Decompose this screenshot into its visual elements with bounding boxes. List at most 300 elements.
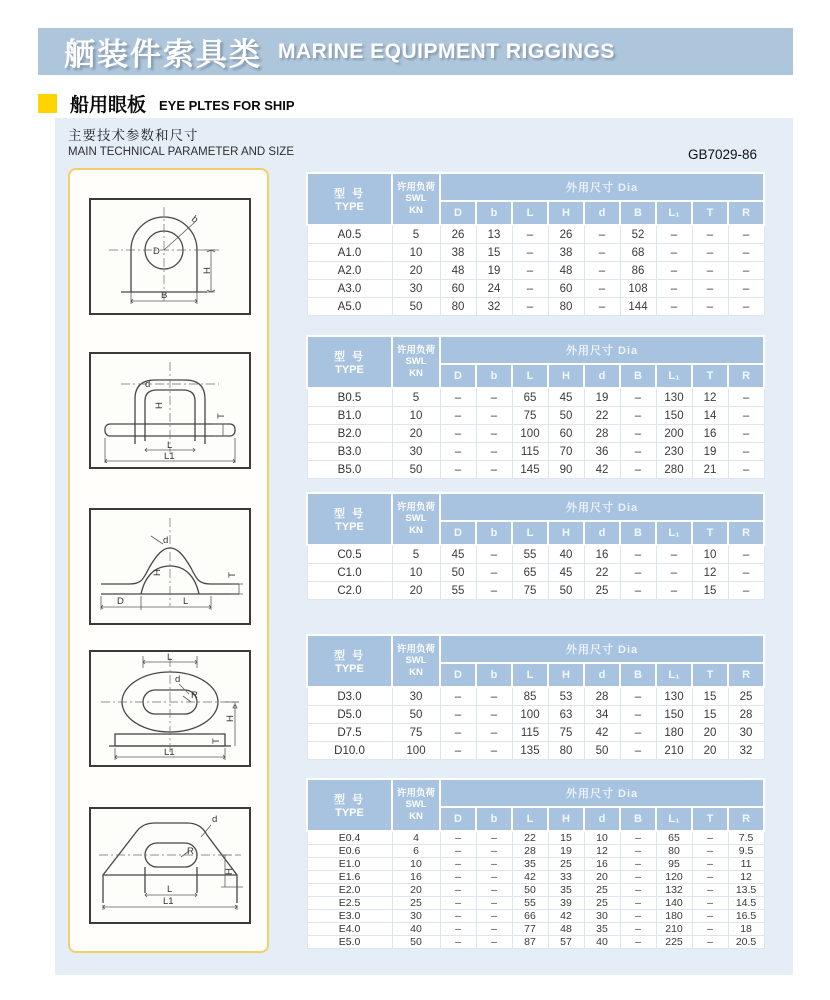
cell-dim: – — [476, 407, 512, 425]
cell-dim: 18 — [728, 923, 764, 936]
cell-dim: 75 — [512, 582, 548, 600]
cell-swl: 20 — [392, 262, 440, 280]
type-e-eye-plate-icon — [91, 809, 249, 922]
col-header-swl-zh: 许用负荷 — [396, 182, 435, 194]
dimension-label: B — [161, 290, 168, 301]
cell-dim: 210 — [656, 742, 692, 760]
table-row — [307, 582, 764, 600]
type-a-eye-plate-icon — [91, 200, 249, 313]
cell-dim: 22 — [512, 831, 548, 845]
cell-type: A2.0 — [307, 262, 392, 280]
spec-table — [306, 335, 765, 479]
cell-swl: 10 — [392, 858, 440, 871]
table-row — [307, 724, 764, 742]
cell-dim: – — [440, 425, 476, 443]
col-header-l: L — [512, 201, 548, 225]
cell-dim: 52 — [620, 225, 656, 244]
cell-dim: 39 — [548, 897, 584, 910]
cell-type: B0.5 — [307, 388, 392, 407]
cell-swl: 30 — [392, 687, 440, 706]
table-row — [307, 461, 764, 479]
cell-dim: – — [476, 897, 512, 910]
cell-type: A0.5 — [307, 225, 392, 244]
col-header-l1: L₁ — [656, 364, 692, 388]
cell-dim: 42 — [512, 871, 548, 884]
cell-dim: – — [476, 831, 512, 845]
cell-type: A5.0 — [307, 298, 392, 316]
cell-dim: – — [692, 897, 728, 910]
col-header-r: R — [728, 807, 764, 831]
cell-dim: 14.5 — [728, 897, 764, 910]
cell-dim: 16 — [584, 858, 620, 871]
dimension-label: d — [175, 674, 181, 685]
cell-dim: – — [476, 871, 512, 884]
cell-dim: 280 — [656, 461, 692, 479]
cell-type: B1.0 — [307, 407, 392, 425]
table-row — [307, 884, 764, 897]
spec-table-block-d — [306, 634, 763, 760]
dimension-label: H — [202, 267, 213, 274]
col-header-swl — [392, 336, 440, 388]
cell-swl: 10 — [392, 564, 440, 582]
col-header-t: T — [692, 364, 728, 388]
cell-dim: – — [620, 831, 656, 845]
cell-dim: – — [620, 582, 656, 600]
cell-dim: 13 — [476, 225, 512, 244]
col-header-d-lower: d — [584, 364, 620, 388]
cell-dim: 132 — [656, 884, 692, 897]
cell-dim: 13.5 — [728, 884, 764, 897]
cell-dim: – — [692, 923, 728, 936]
cell-dim: – — [620, 858, 656, 871]
cell-dim: – — [440, 884, 476, 897]
cell-dim: 57 — [548, 936, 584, 949]
cell-swl: 4 — [392, 831, 440, 845]
col-header-type-zh: 型 号 — [333, 188, 366, 200]
cell-dim: 48 — [440, 262, 476, 280]
cell-dim: 35 — [584, 923, 620, 936]
type-c-drawing-frame — [89, 508, 251, 625]
cell-dim: 77 — [512, 923, 548, 936]
cell-dim: 75 — [512, 407, 548, 425]
cell-dim: – — [692, 262, 728, 280]
dimension-label: D — [117, 596, 124, 607]
cell-dim: – — [692, 871, 728, 884]
col-header-b-upper: B — [620, 201, 656, 225]
dimension-label: L1 — [164, 451, 175, 462]
cell-dim: – — [440, 897, 476, 910]
cell-dim: 12 — [728, 871, 764, 884]
cell-dim: – — [476, 461, 512, 479]
col-header-b-lower: b — [476, 663, 512, 687]
cell-dim: – — [584, 280, 620, 298]
cell-dim: 200 — [656, 425, 692, 443]
col-header-swl-unit: KN — [409, 810, 423, 822]
col-header-swl-en: SWL — [405, 356, 427, 368]
type-a-drawing-frame — [89, 198, 251, 315]
spec-table-block-b — [306, 335, 763, 479]
cell-dim: 230 — [656, 443, 692, 461]
col-header-dimensions-group: 外用尺寸 Dia — [440, 635, 764, 663]
cell-dim: – — [620, 910, 656, 923]
cell-dim: 35 — [512, 858, 548, 871]
cell-dim: 90 — [548, 461, 584, 479]
cell-dim: – — [620, 724, 656, 742]
cell-dim: – — [476, 564, 512, 582]
cell-dim: – — [476, 425, 512, 443]
col-header-d-lower: d — [584, 807, 620, 831]
cell-dim: – — [656, 244, 692, 262]
col-header-d-lower: d — [584, 201, 620, 225]
cell-dim: – — [692, 225, 728, 244]
col-header-d-upper: D — [440, 364, 476, 388]
col-header-l1: L₁ — [656, 807, 692, 831]
cell-dim: – — [620, 871, 656, 884]
col-header-swl-zh: 许用负荷 — [396, 644, 435, 656]
cell-dim: 32 — [476, 298, 512, 316]
cell-type: C2.0 — [307, 582, 392, 600]
cell-type: D3.0 — [307, 687, 392, 706]
cell-dim: 16 — [692, 425, 728, 443]
cell-dim: 225 — [656, 936, 692, 949]
cell-dim: – — [440, 687, 476, 706]
cell-type: B3.0 — [307, 443, 392, 461]
cell-dim: 150 — [656, 706, 692, 724]
cell-type: D7.5 — [307, 724, 392, 742]
cell-dim: 28 — [512, 845, 548, 858]
cell-dim: 20 — [692, 742, 728, 760]
cell-dim: 210 — [656, 923, 692, 936]
section-title-zh: 船用眼板 — [70, 95, 147, 116]
spec-table-block-c — [306, 492, 763, 600]
col-header-t: T — [692, 201, 728, 225]
col-header-t: T — [692, 521, 728, 545]
section-heading — [38, 90, 295, 117]
col-header-type — [307, 779, 392, 831]
cell-dim: – — [440, 923, 476, 936]
col-header-r: R — [728, 663, 764, 687]
cell-dim: – — [692, 280, 728, 298]
dimension-label: d — [212, 814, 218, 825]
col-header-b-lower: b — [476, 201, 512, 225]
dimension-label: D — [153, 246, 160, 257]
cell-dim: 115 — [512, 724, 548, 742]
col-header-type-en: TYPE — [335, 807, 364, 819]
col-header-d-upper: D — [440, 663, 476, 687]
cell-dim: – — [620, 706, 656, 724]
cell-dim: 50 — [512, 884, 548, 897]
cell-dim: 80 — [548, 298, 584, 316]
cell-dim: 12 — [692, 388, 728, 407]
cell-dim: 45 — [548, 564, 584, 582]
cell-dim: 80 — [548, 742, 584, 760]
cell-swl: 50 — [392, 461, 440, 479]
cell-dim: – — [440, 910, 476, 923]
cell-dim: – — [692, 910, 728, 923]
cell-type: A3.0 — [307, 280, 392, 298]
dimension-label: L1 — [163, 896, 174, 907]
cell-dim: 85 — [512, 687, 548, 706]
cell-dim: – — [620, 388, 656, 407]
table-row — [307, 936, 764, 949]
cell-dim: 40 — [548, 545, 584, 564]
cell-swl: 5 — [392, 545, 440, 564]
cell-dim: – — [728, 280, 764, 298]
col-header-type — [307, 336, 392, 388]
col-header-type — [307, 173, 392, 225]
spec-table — [306, 778, 765, 949]
cell-dim: 180 — [656, 724, 692, 742]
col-header-l: L — [512, 521, 548, 545]
cell-dim: – — [656, 545, 692, 564]
cell-dim: – — [476, 923, 512, 936]
cell-swl: 20 — [392, 425, 440, 443]
col-header-swl-zh: 许用负荷 — [396, 502, 435, 514]
col-header-l1: L₁ — [656, 521, 692, 545]
dimension-label: b — [189, 213, 201, 226]
cell-dim: 25 — [584, 884, 620, 897]
cell-dim: – — [728, 298, 764, 316]
cell-type: A1.0 — [307, 244, 392, 262]
subtitle-en: MAIN TECHNICAL PARAMETER AND SIZE — [68, 146, 294, 159]
col-header-t: T — [692, 663, 728, 687]
cell-dim: 34 — [584, 706, 620, 724]
cell-dim: – — [728, 545, 764, 564]
cell-dim: – — [440, 388, 476, 407]
dimension-label: L — [167, 440, 173, 451]
cell-dim: – — [692, 244, 728, 262]
cell-swl: 50 — [392, 936, 440, 949]
cell-type: E4.0 — [307, 923, 392, 936]
cell-dim: 48 — [548, 923, 584, 936]
col-header-l: L — [512, 807, 548, 831]
cell-dim: 9.5 — [728, 845, 764, 858]
cell-dim: – — [620, 742, 656, 760]
cell-dim: – — [476, 443, 512, 461]
cell-dim: – — [476, 910, 512, 923]
cell-dim: 19 — [476, 262, 512, 280]
cell-dim: – — [512, 280, 548, 298]
cell-type: E5.0 — [307, 936, 392, 949]
dimension-label: H — [154, 402, 165, 409]
cell-dim: 28 — [584, 687, 620, 706]
cell-dim: – — [620, 443, 656, 461]
cell-dim: – — [656, 582, 692, 600]
table-row — [307, 742, 764, 760]
cell-dim: 50 — [548, 407, 584, 425]
cell-dim: – — [656, 280, 692, 298]
cell-dim: – — [476, 742, 512, 760]
type-e-drawing-frame — [89, 807, 251, 924]
cell-dim: – — [584, 262, 620, 280]
col-header-swl-unit: KN — [409, 666, 423, 678]
col-header-type-zh: 型 号 — [333, 794, 366, 806]
cell-dim: 60 — [548, 425, 584, 443]
cell-dim: 45 — [440, 545, 476, 564]
col-header-type — [307, 635, 392, 687]
cell-dim: 145 — [512, 461, 548, 479]
dimension-label: R — [187, 846, 194, 857]
spec-table-block-e — [306, 778, 763, 949]
cell-dim: 55 — [440, 582, 476, 600]
cell-dim: – — [476, 858, 512, 871]
cell-dim: – — [440, 443, 476, 461]
col-header-h: H — [548, 521, 584, 545]
cell-dim: 50 — [584, 742, 620, 760]
col-header-h: H — [548, 201, 584, 225]
cell-dim: 12 — [584, 845, 620, 858]
cell-swl: 75 — [392, 724, 440, 742]
cell-dim: – — [620, 545, 656, 564]
cell-dim: – — [584, 244, 620, 262]
col-header-t: T — [692, 807, 728, 831]
cell-swl: 30 — [392, 443, 440, 461]
cell-dim: 95 — [656, 858, 692, 871]
cell-dim: 15 — [692, 706, 728, 724]
cell-dim: – — [656, 298, 692, 316]
cell-dim: 40 — [584, 936, 620, 949]
cell-dim: 24 — [476, 280, 512, 298]
table-row — [307, 388, 764, 407]
col-header-b-upper: B — [620, 521, 656, 545]
table-row — [307, 545, 764, 564]
table-row — [307, 564, 764, 582]
col-header-b-lower: b — [476, 364, 512, 388]
cell-swl: 5 — [392, 225, 440, 244]
col-header-dimensions-group: 外用尺寸 Dia — [440, 493, 764, 521]
cell-dim: 42 — [548, 910, 584, 923]
table-row — [307, 897, 764, 910]
table-row — [307, 225, 764, 244]
cell-dim: – — [728, 564, 764, 582]
cell-dim: – — [476, 388, 512, 407]
col-header-swl-zh: 许用负荷 — [396, 345, 435, 357]
cell-dim: 30 — [728, 724, 764, 742]
table-row — [307, 262, 764, 280]
col-header-type-en: TYPE — [335, 201, 364, 213]
cell-dim: 65 — [512, 564, 548, 582]
col-header-swl — [392, 493, 440, 545]
cell-type: E1.6 — [307, 871, 392, 884]
table-row — [307, 845, 764, 858]
cell-dim: 66 — [512, 910, 548, 923]
cell-dim: – — [512, 225, 548, 244]
cell-swl: 10 — [392, 244, 440, 262]
cell-dim: 135 — [512, 742, 548, 760]
cell-swl: 6 — [392, 845, 440, 858]
cell-dim: 55 — [512, 545, 548, 564]
cell-dim: 70 — [548, 443, 584, 461]
cell-dim: 150 — [656, 407, 692, 425]
dimension-label: L — [183, 596, 189, 607]
cell-dim: – — [728, 461, 764, 479]
cell-dim: 14 — [692, 407, 728, 425]
col-header-d-lower: d — [584, 663, 620, 687]
cell-dim: 19 — [548, 845, 584, 858]
cell-dim: 63 — [548, 706, 584, 724]
cell-dim: – — [656, 262, 692, 280]
cell-dim: 144 — [620, 298, 656, 316]
col-header-swl-zh: 许用负荷 — [396, 788, 435, 800]
cell-swl: 30 — [392, 280, 440, 298]
type-c-eye-plate-icon — [91, 510, 249, 623]
cell-dim: 53 — [548, 687, 584, 706]
cell-dim: 100 — [512, 706, 548, 724]
col-header-type-zh: 型 号 — [333, 650, 366, 662]
col-header-r: R — [728, 364, 764, 388]
cell-dim: – — [440, 936, 476, 949]
dimension-label: d — [163, 535, 169, 546]
cell-dim: – — [476, 582, 512, 600]
cell-dim: 15 — [692, 687, 728, 706]
cell-type: E1.0 — [307, 858, 392, 871]
cell-dim: 50 — [548, 582, 584, 600]
cell-dim: 26 — [548, 225, 584, 244]
cell-dim: 25 — [728, 687, 764, 706]
cell-dim: 42 — [584, 461, 620, 479]
cell-dim: – — [476, 936, 512, 949]
cell-dim: – — [692, 884, 728, 897]
cell-dim: 120 — [656, 871, 692, 884]
cell-dim: 12 — [692, 564, 728, 582]
cell-dim: 20 — [584, 871, 620, 884]
dimension-label: L — [167, 652, 173, 663]
col-header-d-upper: D — [440, 807, 476, 831]
cell-type: E2.0 — [307, 884, 392, 897]
banner-title-zh: 舾装件索具类 — [64, 37, 262, 72]
cell-dim: – — [512, 244, 548, 262]
col-header-b-upper: B — [620, 364, 656, 388]
cell-dim: – — [620, 687, 656, 706]
cell-dim: – — [620, 845, 656, 858]
table-row — [307, 706, 764, 724]
cell-dim: – — [728, 388, 764, 407]
col-header-b-upper: B — [620, 807, 656, 831]
cell-dim: – — [620, 936, 656, 949]
cell-dim: 21 — [692, 461, 728, 479]
cell-dim: 55 — [512, 897, 548, 910]
cell-swl: 100 — [392, 742, 440, 760]
col-header-b-lower: b — [476, 521, 512, 545]
col-header-swl-en: SWL — [405, 513, 427, 525]
cell-dim: 38 — [548, 244, 584, 262]
cell-dim: 15 — [692, 582, 728, 600]
cell-dim: 16 — [584, 545, 620, 564]
cell-dim: 180 — [656, 910, 692, 923]
cell-dim: – — [692, 845, 728, 858]
diagram-column — [68, 168, 269, 953]
subtitle-block — [68, 127, 294, 161]
table-row — [307, 910, 764, 923]
cell-type: E0.4 — [307, 831, 392, 845]
col-header-type-zh: 型 号 — [333, 508, 366, 520]
col-header-l: L — [512, 364, 548, 388]
cell-dim: 75 — [548, 724, 584, 742]
cell-type: B2.0 — [307, 425, 392, 443]
col-header-h: H — [548, 807, 584, 831]
cell-dim: – — [440, 742, 476, 760]
cell-dim: – — [476, 545, 512, 564]
cell-dim: – — [728, 582, 764, 600]
cell-dim: 50 — [440, 564, 476, 582]
cell-dim: – — [620, 425, 656, 443]
cell-dim: 22 — [584, 407, 620, 425]
cell-dim: 15 — [548, 831, 584, 845]
cell-dim: 115 — [512, 443, 548, 461]
cell-dim: 15 — [476, 244, 512, 262]
col-header-swl-unit: KN — [409, 367, 423, 379]
cell-dim: – — [728, 443, 764, 461]
